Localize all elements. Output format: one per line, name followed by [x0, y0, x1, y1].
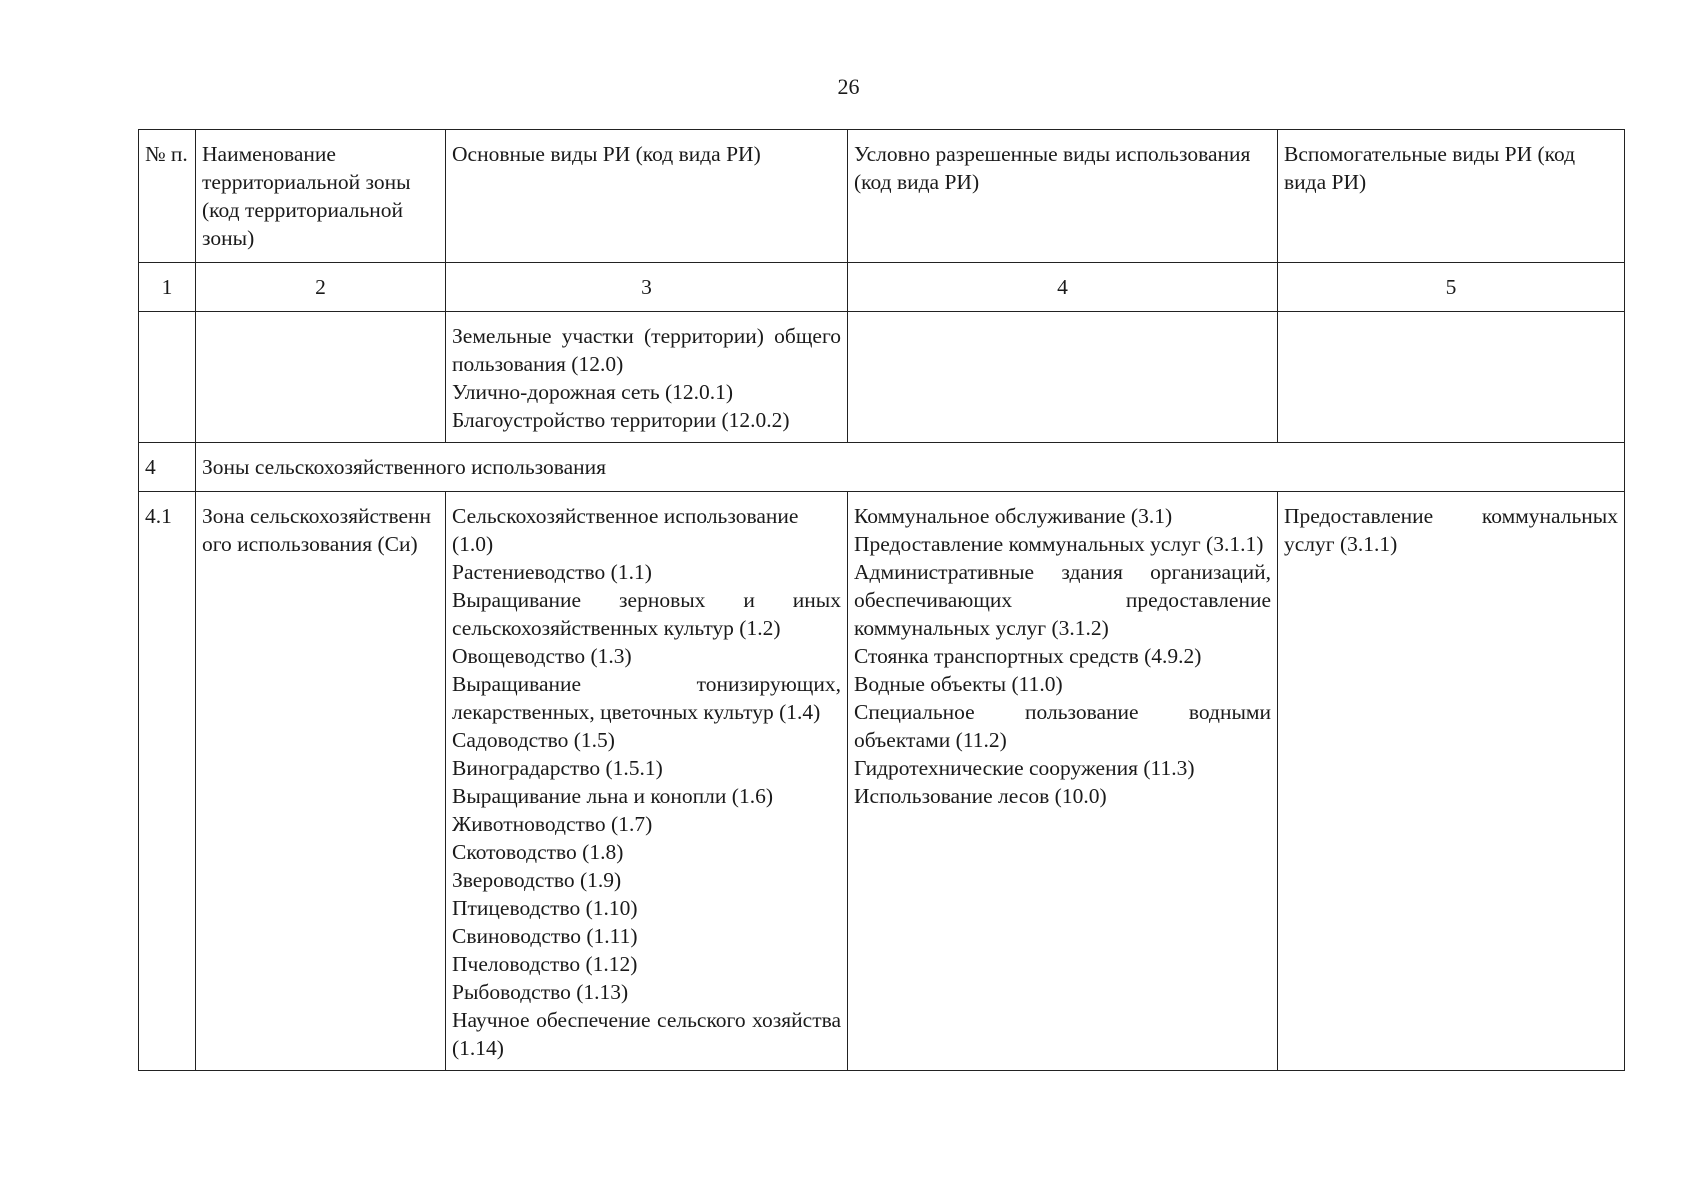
auxiliary-uses-cell [1278, 492, 1625, 1071]
use-item: Скотоводство (1.8) [452, 840, 624, 864]
use-item: Животноводство (1.7) [452, 812, 653, 836]
use-item: Садоводство (1.5) [452, 728, 615, 752]
conditional-uses-cell [848, 492, 1278, 1071]
zone-name-cell: Зона сельскохозяйственного использования (Си) [196, 492, 446, 1071]
column-number: 2 [196, 263, 446, 312]
page-number: 26 [837, 74, 860, 99]
main-uses-cell [446, 492, 848, 1071]
header-zone-name: Наименование территориальной зоны (код территориальной зоны) [196, 130, 446, 263]
use-item: Земельные участки (территории) общего пользования (12.0) [452, 324, 841, 376]
section-title: Зоны сельскохозяйственного использования [196, 443, 1625, 492]
use-item: Улично-дорожная сеть (12.0.1) [452, 380, 734, 404]
row-number-cell: 4.1 [139, 492, 196, 1071]
use-item: Выращивание тонизирующих, лекарственных, цветочных культур (1.4) [452, 672, 841, 724]
use-item: Растениеводство (1.1) [452, 560, 652, 584]
main-uses-cell [446, 312, 848, 443]
section-row [139, 443, 1625, 492]
column-number-row [139, 263, 1625, 312]
column-number: 5 [1278, 263, 1625, 312]
use-item: Виноградарство (1.5.1) [452, 756, 663, 780]
use-item: Пчеловодство (1.12) [452, 952, 638, 976]
use-item: Гидротехнические сооружения (11.3) [854, 756, 1195, 780]
header-number: № п. [139, 130, 196, 263]
use-item: Водные объекты (11.0) [854, 672, 1063, 696]
conditional-uses-cell [848, 312, 1278, 443]
table-header-row [139, 130, 1625, 263]
table-row [139, 312, 1625, 443]
section-number: 4 [139, 443, 196, 492]
use-item: Овощеводство (1.3) [452, 644, 632, 668]
column-number: 3 [446, 263, 848, 312]
row-number-cell [139, 312, 196, 443]
column-number: 4 [848, 263, 1278, 312]
header-auxiliary-uses: Вспомогательные виды РИ (код вида РИ) [1278, 130, 1625, 263]
use-item: Выращивание зерновых и иных сельскохозяйственных культур (1.2) [452, 588, 841, 640]
column-number: 1 [139, 263, 196, 312]
use-item: Коммунальное обслуживание (3.1) [854, 504, 1173, 528]
use-item: Стоянка транспортных средств (4.9.2) [854, 644, 1202, 668]
auxiliary-uses-cell [1278, 312, 1625, 443]
use-item: Научное обеспечение сельского хозяйства (1.14) [452, 1008, 841, 1060]
use-item: Благоустройство территории (12.0.2) [452, 408, 790, 432]
use-item: Административные здания организаций, обеспечивающих предоставление коммунальных услуг (3.1.2) [854, 560, 1271, 640]
use-item: Предоставление коммунальных услуг (3.1.1) [1284, 504, 1618, 556]
use-item: Специальное пользование водными объектами (11.2) [854, 700, 1271, 752]
zoning-table [138, 129, 1625, 1071]
use-item: Сельскохозяйственное использование (1.0) [452, 504, 799, 556]
header-conditional-uses: Условно разрешенные виды использования (код вида РИ) [848, 130, 1278, 263]
header-main-uses: Основные виды РИ (код вида РИ) [446, 130, 848, 263]
use-item: Звероводство (1.9) [452, 868, 622, 892]
use-item: Птицеводство (1.10) [452, 896, 638, 920]
zone-name-cell [196, 312, 446, 443]
use-item: Выращивание льна и конопли (1.6) [452, 784, 773, 808]
table-row [139, 492, 1625, 1071]
use-item: Свиноводство (1.11) [452, 924, 638, 948]
use-item: Использование лесов (10.0) [854, 784, 1107, 808]
use-item: Рыбоводство (1.13) [452, 980, 629, 1004]
use-item: Предоставление коммунальных услуг (3.1.1) [854, 532, 1264, 556]
